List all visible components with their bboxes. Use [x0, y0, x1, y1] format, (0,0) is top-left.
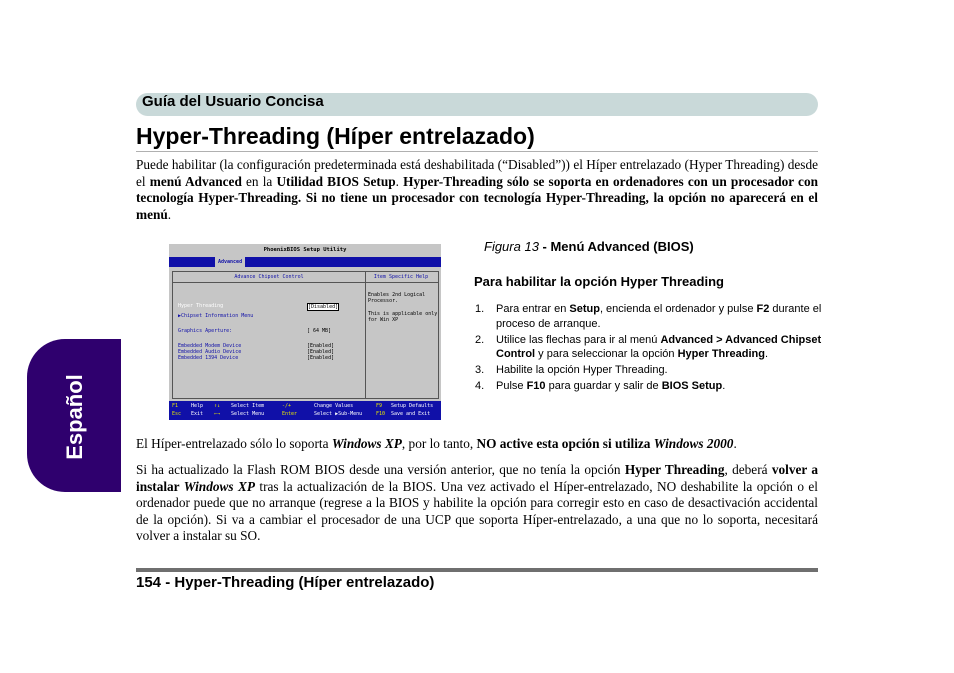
bios-footer-key: ←→: [214, 411, 221, 417]
bios-screenshot: [169, 244, 441, 420]
bios-help-text-1: Enables 2nd Logical Processor.: [368, 292, 426, 304]
page-footer: 154 - Hyper-Threading (Híper entrelazado): [136, 574, 435, 591]
text-run: .: [395, 173, 404, 189]
bios-row-label: Embedded Modem Device: [178, 343, 242, 349]
bios-footer-action: Setup Defaults: [391, 403, 434, 409]
bios-footer-key: Enter: [282, 411, 298, 417]
text-run: Puede habilitar (la configuración predeterminada está deshabilitada (“Disabled”)) el Híper entrelazado (Hyper Threading) desde el: [136, 157, 818, 189]
text-run: Si ha actualizado la Flash ROM BIOS desde una versión anterior, que no tenía la opción: [136, 462, 625, 477]
bios-row-label: ▶Chipset Information Menu: [178, 313, 254, 319]
bios-help-text-2: This is applicable only for Win XP: [368, 311, 438, 323]
bios-row-value: [ 64 MB]: [307, 328, 332, 334]
bios-footer-key: -/+: [282, 403, 292, 409]
step-number: 3.: [475, 364, 485, 376]
procedure-step: [474, 379, 824, 394]
text-run: NO active esta opción si utiliza: [476, 436, 654, 451]
intro-paragraph: [136, 157, 818, 223]
text-run: , por lo tanto,: [401, 436, 477, 451]
procedure-step: [474, 302, 824, 331]
figure-label: Figura 13: [484, 239, 539, 254]
windows-note-paragraph: [136, 436, 818, 453]
bios-row-label: Embedded 1394 Device: [178, 355, 239, 361]
procedure-step: [474, 363, 824, 378]
step-text: Advanced > Advanced Chipset Control: [496, 333, 822, 360]
flash-rom-paragraph: [136, 462, 818, 545]
text-run: menú Advanced: [149, 173, 242, 189]
figure-caption-text: - Menú Advanced (BIOS): [538, 239, 694, 254]
header-title: Guía del Usuario Concisa: [142, 93, 324, 110]
bios-title: PhoenixBIOS Setup Utility: [263, 247, 347, 253]
bios-row-label: Graphics Aperture:: [178, 328, 233, 334]
bios-footer-key: ↑↓: [214, 403, 221, 409]
step-text: y para seleccionar la opción: [535, 348, 678, 360]
procedure-step: [474, 333, 824, 362]
text-run: Hyper Threading: [624, 462, 725, 477]
step-text: Pulse: [496, 380, 527, 392]
text-run: Hyper-Threading sólo se soporta en ordenadores con un procesador con tecnología Hyper-Threading. Si no tiene un procesador con tecnología Hyper-Threading, la opción no aparecerá en el menú: [136, 173, 819, 222]
figure-caption: [484, 239, 694, 254]
bios-help-panel: [364, 271, 439, 399]
text-run: , deberá: [724, 462, 772, 477]
bios-row-value: [Enabled]: [307, 349, 335, 355]
step-text: para guardar y salir de: [545, 380, 662, 392]
procedure-title: Para habilitar la opción Hyper Threading: [474, 274, 724, 289]
step-number: 1.: [475, 303, 485, 315]
bios-footer-action: Select ▶Sub-Menu: [314, 411, 363, 417]
step-text: Habilite la opción Hyper Threading.: [496, 364, 668, 376]
procedure-steps: [474, 302, 824, 395]
step-number: 4.: [475, 380, 485, 392]
step-text: BIOS Setup: [661, 380, 723, 392]
bios-footer-action: Help: [191, 403, 204, 409]
bios-row-value: [Enabled]: [307, 343, 335, 349]
title-divider: [136, 151, 818, 152]
bios-footer-action: Change Values: [314, 403, 354, 409]
footer-divider: [136, 568, 818, 572]
bios-footer-action: Select Item: [231, 403, 265, 409]
step-text: durante el proceso de arranque.: [496, 303, 822, 330]
bios-row-label: Embedded Audio Device: [178, 349, 242, 355]
step-text: Setup: [569, 303, 600, 315]
step-text: F10: [526, 380, 546, 392]
bios-footer-action: Exit: [191, 411, 204, 417]
bios-footer-key: F9: [376, 403, 383, 409]
step-number: 2.: [475, 333, 485, 346]
bios-row-value: [Enabled]: [307, 355, 335, 361]
bios-row-label: Hyper Threading: [178, 303, 224, 309]
text-run: en la: [241, 173, 277, 189]
step-text: .: [722, 380, 726, 392]
text-run: Utilidad BIOS Setup: [276, 173, 396, 189]
page-title: Hyper-Threading (Híper entrelazado): [136, 123, 535, 149]
language-tab-label: Español: [62, 374, 87, 460]
bios-footer: [169, 401, 441, 420]
text-run: tras la actualización de la BIOS. Una vez activado el Híper-entrelazado, NO deshabilite la opción o el ordenador puede que no arranque (regrese a la BIOS y habilite la opción para corregir esto en caso de desactivación accidental de la opción). Si va a cambiar el procesador de una UCP que soporta Híper-entrelazado, a una que no lo soporta, necesitará volver a instalar su SO.: [136, 478, 819, 543]
bios-footer-key: F1: [172, 403, 179, 409]
bios-section-title: Advance Chipset Control: [234, 274, 304, 280]
text-run: Windows 2000: [653, 436, 734, 451]
text-run: Windows XP: [331, 436, 402, 451]
bios-menu-advanced: Advanced: [215, 257, 245, 267]
text-run: .: [167, 206, 172, 222]
bios-footer-action: Save and Exit: [391, 411, 431, 417]
text-run: El Híper-entrelazado sólo lo soporta: [136, 436, 332, 451]
bios-main-panel: [172, 271, 366, 399]
bios-footer-action: Select Menu: [231, 411, 265, 417]
text-run: volver a instalar: [136, 462, 818, 494]
text-run: Windows XP: [183, 478, 255, 494]
step-text: Utilice las flechas para ir al menú: [496, 333, 661, 346]
bios-section-divider: [173, 282, 365, 283]
step-text: .: [764, 348, 769, 360]
bios-help-title: Item Specific Help: [373, 274, 429, 280]
bios-help-divider: [364, 282, 438, 283]
step-text: , encienda el ordenador y pulse: [599, 303, 757, 315]
step-text: Para entrar en: [496, 303, 570, 315]
bios-footer-key: Esc: [172, 411, 182, 417]
bios-menubar: [169, 257, 441, 267]
step-text: Hyper Threading: [677, 348, 765, 360]
bios-footer-key: F10: [376, 411, 386, 417]
bios-row-value: [Disabled]: [308, 304, 339, 310]
step-text: F2: [756, 303, 770, 315]
text-run: .: [733, 436, 737, 451]
